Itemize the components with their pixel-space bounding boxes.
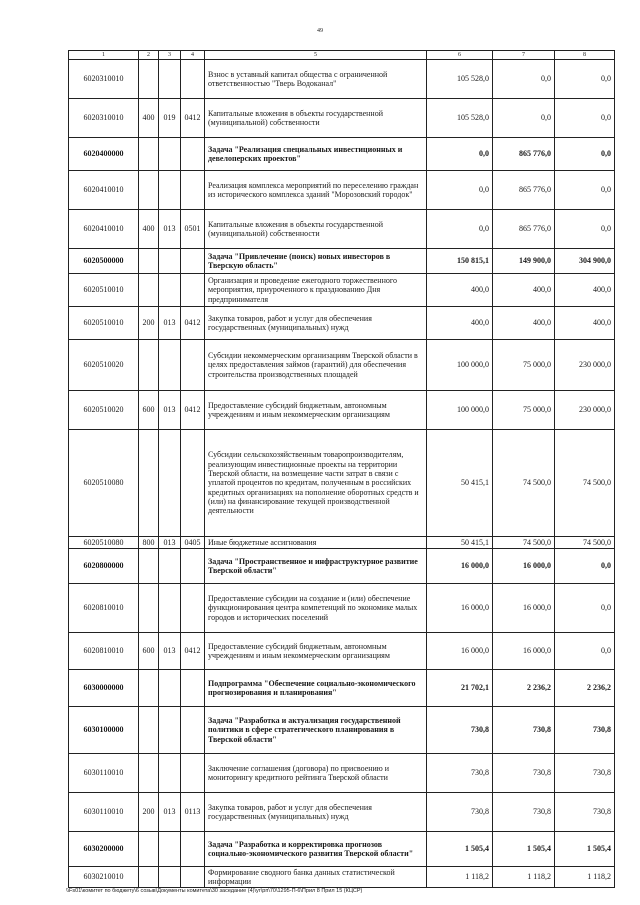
value-col6-cell: 16 000,0 bbox=[427, 633, 493, 670]
section-cell bbox=[139, 430, 159, 537]
value-col8-cell: 230 000,0 bbox=[555, 391, 615, 430]
subsection-cell bbox=[181, 754, 205, 793]
table-row bbox=[69, 793, 615, 832]
table-row bbox=[69, 138, 615, 171]
section-cell bbox=[139, 584, 159, 633]
section-cell: 800 bbox=[139, 537, 159, 549]
value-col8-cell: 304 900,0 bbox=[555, 249, 615, 274]
value-col7-cell: 865 776,0 bbox=[493, 210, 555, 249]
code-cell: 6020510010 bbox=[69, 307, 139, 340]
value-col7-cell: 75 000,0 bbox=[493, 340, 555, 391]
value-col6-cell: 100 000,0 bbox=[427, 391, 493, 430]
ministry-cell: 013 bbox=[159, 210, 181, 249]
value-col6-cell: 100 000,0 bbox=[427, 340, 493, 391]
value-col7-cell: 865 776,0 bbox=[493, 138, 555, 171]
value-col7-cell: 74 500,0 bbox=[493, 430, 555, 537]
subsection-cell: 0501 bbox=[181, 210, 205, 249]
table-row bbox=[69, 754, 615, 793]
header-cell: 1 bbox=[69, 51, 139, 60]
code-cell: 6030110010 bbox=[69, 793, 139, 832]
value-col6-cell: 50 415,1 bbox=[427, 430, 493, 537]
header-cell: 2 bbox=[139, 51, 159, 60]
section-cell bbox=[139, 249, 159, 274]
description-cell: Капитальные вложения в объекты государственной (муниципальной) собственности bbox=[205, 99, 427, 138]
description-cell: Формирование сводного банка данных статистической информации bbox=[205, 867, 427, 888]
value-col8-cell: 730,8 bbox=[555, 707, 615, 754]
table-row bbox=[69, 430, 615, 537]
value-col7-cell: 730,8 bbox=[493, 707, 555, 754]
header-cell: 8 bbox=[555, 51, 615, 60]
table-row bbox=[69, 99, 615, 138]
description-cell: Взнос в уставный капитал общества с ограниченной ответственностью "Тверь Водоканал" bbox=[205, 60, 427, 99]
subsection-cell bbox=[181, 171, 205, 210]
value-col8-cell: 1 505,4 bbox=[555, 832, 615, 867]
section-cell bbox=[139, 670, 159, 707]
table-row bbox=[69, 537, 615, 549]
value-col7-cell: 16 000,0 bbox=[493, 584, 555, 633]
value-col7-cell: 0,0 bbox=[493, 60, 555, 99]
value-col7-cell: 74 500,0 bbox=[493, 537, 555, 549]
code-cell: 6020800000 bbox=[69, 549, 139, 584]
section-cell bbox=[139, 832, 159, 867]
value-col6-cell: 730,8 bbox=[427, 793, 493, 832]
table-row bbox=[69, 210, 615, 249]
ministry-cell: 013 bbox=[159, 307, 181, 340]
description-cell: Подпрограмма "Обеспечение социально-экономического прогнозирования и планирования" bbox=[205, 670, 427, 707]
table-row bbox=[69, 867, 615, 888]
subsection-cell: 0412 bbox=[181, 307, 205, 340]
value-col6-cell: 400,0 bbox=[427, 307, 493, 340]
description-cell: Предоставление субсидий бюджетным, автономным учреждениям и иным некоммерческим организациям bbox=[205, 391, 427, 430]
value-col6-cell: 1 118,2 bbox=[427, 867, 493, 888]
description-cell: Закупка товаров, работ и услуг для обеспечения государственных (муниципальных) нужд bbox=[205, 793, 427, 832]
code-cell: 6020510080 bbox=[69, 430, 139, 537]
value-col8-cell: 74 500,0 bbox=[555, 430, 615, 537]
value-col8-cell: 400,0 bbox=[555, 307, 615, 340]
value-col7-cell: 400,0 bbox=[493, 274, 555, 307]
value-col6-cell: 730,8 bbox=[427, 754, 493, 793]
description-cell: Капитальные вложения в объекты государственной (муниципальной) собственности bbox=[205, 210, 427, 249]
value-col6-cell: 16 000,0 bbox=[427, 584, 493, 633]
section-cell: 400 bbox=[139, 210, 159, 249]
description-cell: Иные бюджетные ассигнования bbox=[205, 537, 427, 549]
subsection-cell bbox=[181, 707, 205, 754]
description-cell: Организация и проведение ежегодного торжественного мероприятия, приуроченного к празднованию Дня предпринимателя bbox=[205, 274, 427, 307]
ministry-cell bbox=[159, 60, 181, 99]
subsection-cell bbox=[181, 832, 205, 867]
value-col7-cell: 1 505,4 bbox=[493, 832, 555, 867]
value-col7-cell: 400,0 bbox=[493, 307, 555, 340]
value-col6-cell: 16 000,0 bbox=[427, 549, 493, 584]
description-cell: Субсидии сельскохозяйственным товаропроизводителям, реализующим инвестиционные проекты на территории Тверской области, на возмещение части затрат в связи с уплатой процентов по кредитам, полученным в российских кредитных организациях на пополнение оборотных средств и (или) на финансирование текущей производственной деятельности bbox=[205, 430, 427, 537]
subsection-cell bbox=[181, 138, 205, 171]
table-row bbox=[69, 832, 615, 867]
ministry-cell: 013 bbox=[159, 793, 181, 832]
code-cell: 6020510080 bbox=[69, 537, 139, 549]
code-cell: 6020410010 bbox=[69, 210, 139, 249]
table-row bbox=[69, 707, 615, 754]
description-cell: Задача "Пространственное и инфраструктурное развитие Тверской области" bbox=[205, 549, 427, 584]
code-cell: 6020410010 bbox=[69, 171, 139, 210]
section-cell bbox=[139, 60, 159, 99]
value-col6-cell: 0,0 bbox=[427, 138, 493, 171]
ministry-cell: 013 bbox=[159, 391, 181, 430]
code-cell: 6020810010 bbox=[69, 584, 139, 633]
value-col8-cell: 730,8 bbox=[555, 793, 615, 832]
value-col7-cell: 2 236,2 bbox=[493, 670, 555, 707]
ministry-cell bbox=[159, 867, 181, 888]
subsection-cell bbox=[181, 584, 205, 633]
header-row bbox=[69, 51, 615, 60]
ministry-cell bbox=[159, 249, 181, 274]
value-col8-cell: 2 236,2 bbox=[555, 670, 615, 707]
value-col6-cell: 21 702,1 bbox=[427, 670, 493, 707]
value-col8-cell: 0,0 bbox=[555, 549, 615, 584]
code-cell: 6020510020 bbox=[69, 340, 139, 391]
value-col8-cell: 0,0 bbox=[555, 99, 615, 138]
code-cell: 6030210010 bbox=[69, 867, 139, 888]
header-cell: 7 bbox=[493, 51, 555, 60]
value-col7-cell: 0,0 bbox=[493, 99, 555, 138]
table-row bbox=[69, 340, 615, 391]
section-cell bbox=[139, 549, 159, 584]
ministry-cell: 019 bbox=[159, 99, 181, 138]
subsection-cell bbox=[181, 549, 205, 584]
section-cell: 600 bbox=[139, 633, 159, 670]
table-row bbox=[69, 171, 615, 210]
section-cell: 200 bbox=[139, 307, 159, 340]
value-col7-cell: 730,8 bbox=[493, 793, 555, 832]
code-cell: 6030110010 bbox=[69, 754, 139, 793]
ministry-cell bbox=[159, 754, 181, 793]
ministry-cell: 013 bbox=[159, 633, 181, 670]
subsection-cell: 0412 bbox=[181, 99, 205, 138]
value-col8-cell: 230 000,0 bbox=[555, 340, 615, 391]
subsection-cell: 0405 bbox=[181, 537, 205, 549]
ministry-cell bbox=[159, 584, 181, 633]
file-path-footer: \\Fs01\комитет по бюджету\6 созыв\Документы комитета\30 заседание (4)\уг\рп\70\1295-П-6\Прил 8 Прил 15 (КЦСР) bbox=[66, 888, 363, 894]
subsection-cell bbox=[181, 670, 205, 707]
value-col7-cell: 75 000,0 bbox=[493, 391, 555, 430]
table-row bbox=[69, 249, 615, 274]
ministry-cell bbox=[159, 832, 181, 867]
code-cell: 6020810010 bbox=[69, 633, 139, 670]
section-cell bbox=[139, 274, 159, 307]
table-row bbox=[69, 549, 615, 584]
description-cell: Предоставление субсидий бюджетным, автономным учреждениям и иным некоммерческим организациям bbox=[205, 633, 427, 670]
ministry-cell bbox=[159, 430, 181, 537]
table-row bbox=[69, 633, 615, 670]
subsection-cell bbox=[181, 340, 205, 391]
value-col8-cell: 74 500,0 bbox=[555, 537, 615, 549]
section-cell bbox=[139, 707, 159, 754]
section-cell bbox=[139, 754, 159, 793]
table-row bbox=[69, 391, 615, 430]
value-col6-cell: 150 815,1 bbox=[427, 249, 493, 274]
code-cell: 6020310010 bbox=[69, 99, 139, 138]
description-cell: Предоставление субсидии на создание и (или) обеспечение функционирования центра компетенций по экономике малых городов и исторических поселений bbox=[205, 584, 427, 633]
table-row bbox=[69, 60, 615, 99]
ministry-cell bbox=[159, 670, 181, 707]
subsection-cell: 0113 bbox=[181, 793, 205, 832]
section-cell bbox=[139, 340, 159, 391]
value-col7-cell: 865 776,0 bbox=[493, 171, 555, 210]
value-col8-cell: 0,0 bbox=[555, 171, 615, 210]
description-cell: Задача "Реализация специальных инвестиционных и девелоперских проектов" bbox=[205, 138, 427, 171]
description-cell: Задача "Привлечение (поиск) новых инвесторов в Тверскую область" bbox=[205, 249, 427, 274]
table-row bbox=[69, 274, 615, 307]
header-cell: 4 bbox=[181, 51, 205, 60]
value-col6-cell: 0,0 bbox=[427, 171, 493, 210]
header-cell: 3 bbox=[159, 51, 181, 60]
ministry-cell bbox=[159, 274, 181, 307]
budget-table bbox=[68, 50, 615, 888]
section-cell: 200 bbox=[139, 793, 159, 832]
code-cell: 6030000000 bbox=[69, 670, 139, 707]
value-col6-cell: 105 528,0 bbox=[427, 99, 493, 138]
description-cell: Задача "Разработка и актуализация государственной политики в сфере стратегического планирования в Тверской области" bbox=[205, 707, 427, 754]
subsection-cell bbox=[181, 274, 205, 307]
value-col8-cell: 1 118,2 bbox=[555, 867, 615, 888]
subsection-cell bbox=[181, 249, 205, 274]
code-cell: 6020510010 bbox=[69, 274, 139, 307]
value-col7-cell: 730,8 bbox=[493, 754, 555, 793]
subsection-cell: 0412 bbox=[181, 633, 205, 670]
description-cell: Субсидии некоммерческим организациям Тверской области в целях предоставления займов (гарантий) для обеспечения строительства производственных площадей bbox=[205, 340, 427, 391]
ministry-cell: 013 bbox=[159, 537, 181, 549]
ministry-cell bbox=[159, 340, 181, 391]
value-col8-cell: 0,0 bbox=[555, 584, 615, 633]
description-cell: Закупка товаров, работ и услуг для обеспечения государственных (муниципальных) нужд bbox=[205, 307, 427, 340]
table-row bbox=[69, 307, 615, 340]
value-col7-cell: 1 118,2 bbox=[493, 867, 555, 888]
value-col8-cell: 400,0 bbox=[555, 274, 615, 307]
section-cell: 600 bbox=[139, 391, 159, 430]
subsection-cell bbox=[181, 60, 205, 99]
value-col8-cell: 730,8 bbox=[555, 754, 615, 793]
section-cell bbox=[139, 867, 159, 888]
description-cell: Реализация комплекса мероприятий по переселению граждан из исторического комплекса зданий "Морозовский городок" bbox=[205, 171, 427, 210]
value-col8-cell: 0,0 bbox=[555, 60, 615, 99]
value-col6-cell: 400,0 bbox=[427, 274, 493, 307]
value-col8-cell: 0,0 bbox=[555, 633, 615, 670]
description-cell: Заключение соглашения (договора) по присвоению и мониторингу кредитного рейтинга Тверской области bbox=[205, 754, 427, 793]
value-col7-cell: 16 000,0 bbox=[493, 633, 555, 670]
header-cell: 5 bbox=[205, 51, 427, 60]
subsection-cell: 0412 bbox=[181, 391, 205, 430]
code-cell: 6020400000 bbox=[69, 138, 139, 171]
page-number: 49 bbox=[317, 28, 323, 34]
section-cell bbox=[139, 138, 159, 171]
value-col8-cell: 0,0 bbox=[555, 138, 615, 171]
value-col7-cell: 149 900,0 bbox=[493, 249, 555, 274]
description-cell: Задача "Разработка и корректировка прогнозов социально-экономического развития Тверской области" bbox=[205, 832, 427, 867]
code-cell: 6020510020 bbox=[69, 391, 139, 430]
value-col8-cell: 0,0 bbox=[555, 210, 615, 249]
value-col6-cell: 50 415,1 bbox=[427, 537, 493, 549]
ministry-cell bbox=[159, 549, 181, 584]
code-cell: 6020310010 bbox=[69, 60, 139, 99]
table-row bbox=[69, 670, 615, 707]
code-cell: 6030200000 bbox=[69, 832, 139, 867]
value-col6-cell: 0,0 bbox=[427, 210, 493, 249]
table-row bbox=[69, 584, 615, 633]
ministry-cell bbox=[159, 707, 181, 754]
ministry-cell bbox=[159, 138, 181, 171]
section-cell: 400 bbox=[139, 99, 159, 138]
ministry-cell bbox=[159, 171, 181, 210]
code-cell: 6030100000 bbox=[69, 707, 139, 754]
value-col6-cell: 105 528,0 bbox=[427, 60, 493, 99]
value-col6-cell: 1 505,4 bbox=[427, 832, 493, 867]
header-cell: 6 bbox=[427, 51, 493, 60]
section-cell bbox=[139, 171, 159, 210]
value-col7-cell: 16 000,0 bbox=[493, 549, 555, 584]
value-col6-cell: 730,8 bbox=[427, 707, 493, 754]
code-cell: 6020500000 bbox=[69, 249, 139, 274]
subsection-cell bbox=[181, 867, 205, 888]
subsection-cell bbox=[181, 430, 205, 537]
